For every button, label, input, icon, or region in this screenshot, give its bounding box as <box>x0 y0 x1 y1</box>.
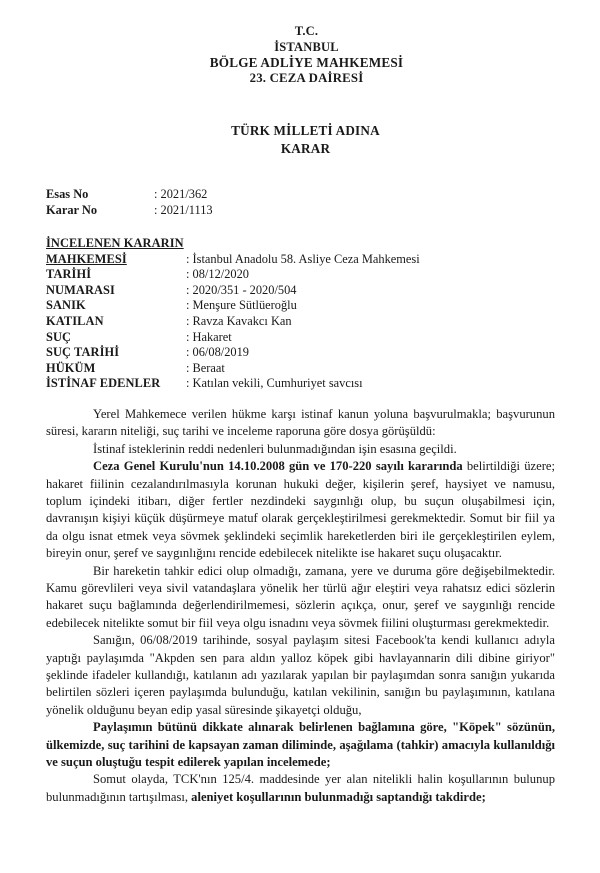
field-value-numarasi: : 2020/351 - 2020/504 <box>186 282 297 297</box>
examined-decision-heading-row <box>46 236 555 252</box>
paragraph-general-assembly-ruling <box>46 458 555 562</box>
paragraph-facebook-post-facts-text: Sanığın, 06/08/2019 tarihinde, sosyal paylaşım sitesi Facebook'ta kendi kullanıcı adıyla yaptığı paylaşımda "Akpden sen para aldın yalloz köpek gibi havlayannarin dili dibine giriyor" şeklinde ifadeler kullandığı, katılanın adı yazılarak yapılan bir paylaşımdan sonra sanığın yukarıda belirtilen sözleri içeren paylaşımda bulunduğu, katılan vekilinin, sanığın bu paylaşımının, katılana yönelik olduğunu beyan edip yasal süresinde şikayetçi olduğu, <box>46 633 555 717</box>
field-value-mahkemesi: : İstanbul Anadolu 58. Asliye Ceza Mahkemesi <box>186 251 420 266</box>
field-row-suc-tarihi <box>46 345 555 361</box>
paragraph-appeal-admissibility-text: İstinaf isteklerinin reddi nedenleri bulunmadığından işin esasına geçildi. <box>93 441 457 456</box>
field-label-katilan: KATILAN <box>46 313 104 328</box>
field-value-sanik: : Menşure Sütlüeroğlu <box>186 298 297 313</box>
paragraph-facebook-post-facts <box>46 632 555 719</box>
field-value-istinaf-edenler: : Katılan vekili, Cumhuriyet savcısı <box>186 376 363 391</box>
field-row-hukum <box>46 361 555 377</box>
page-title <box>56 122 555 158</box>
title-line-decision: KARAR <box>280 141 331 156</box>
paragraph-insult-context <box>46 563 555 633</box>
examined-decision-block <box>46 236 555 392</box>
field-value-hukum: : Beraat <box>186 360 225 375</box>
field-row-katilan <box>46 314 555 330</box>
court-header-court-name: BÖLGE ADLİYE MAHKEMESİ <box>209 55 404 70</box>
field-row-numarasi <box>46 283 555 299</box>
field-value-tarihi: : 08/12/2020 <box>186 267 249 282</box>
paragraph-insult-context-text: Bir hareketin tahkir edici olup olmadığı, zamana, yere ve duruma göre değişebilmektedir. Kamu görevlileri veya sivil vatandaşlara yönelik her türlü ağır eleştiri veya rahatsız edici sözlerin hakaret suçu bağlamında değerlendirilmemesi, sözlerin açıkça, onur, şeref ve saygınlığı rencide edebilecek nitelikte somut bir fiil veya olgu isnadını veya sövmek fiilini oluşturması gerekmektedir. <box>46 563 555 630</box>
field-row-esas-no <box>46 187 555 203</box>
field-label-suc-tarihi: SUÇ TARİHİ <box>46 345 120 360</box>
decision-body <box>46 406 555 806</box>
field-row-karar-no <box>46 203 555 219</box>
field-value-suc: : Hakaret <box>186 329 232 344</box>
paragraph-context-finding <box>46 719 555 771</box>
field-label-suc: SUÇ <box>46 329 72 344</box>
field-label-tarihi: TARİHİ <box>46 267 92 282</box>
field-label-hukum: HÜKÜM <box>46 360 96 375</box>
field-row-istinaf-edenler <box>46 376 555 392</box>
field-label-sanik: SANIK <box>46 298 86 313</box>
field-value-katilan: : Ravza Kavakcı Kan <box>186 313 292 328</box>
field-row-mahkemesi <box>46 252 555 268</box>
court-header <box>58 24 555 86</box>
paragraph-appeal-intro <box>46 406 555 441</box>
title-line-nation: TÜRK MİLLETİ ADINA <box>231 123 380 138</box>
field-label-istinaf-edenler: İSTİNAF EDENLER <box>46 376 161 391</box>
field-value-karar-no: : 2021/1113 <box>154 202 213 217</box>
field-label-esas-no: Esas No <box>46 187 89 201</box>
case-number-block <box>46 187 555 218</box>
field-row-suc <box>46 330 555 346</box>
paragraph-appeal-admissibility <box>46 441 555 458</box>
paragraph-general-assembly-ruling-citation: Ceza Genel Kurulu'nun 14.10.2008 gün ve 170-220 sayılı kararında <box>93 459 463 474</box>
paragraph-appeal-intro-text: Yerel Mahkemece verilen hükme karşı istinaf kanun yoluna başvurulmakla; başvurunun süresi, kararın niteliği, suç tarihi ve inceleme raporuna göre dosya görüşüldü: <box>46 406 555 439</box>
examined-decision-heading: İNCELENEN KARARIN <box>46 236 184 250</box>
court-header-city: İSTANBUL <box>274 39 339 54</box>
court-header-republic: T.C. <box>294 24 319 38</box>
field-value-esas-no: : 2021/362 <box>154 187 208 201</box>
field-label-karar-no: Karar No <box>46 202 98 217</box>
field-row-tarihi <box>46 267 555 283</box>
paragraph-publicity-condition-text: Somut olayda, TCK'nın 125/4. maddesinde yer alan nitelikli halin koşullarının bulunup bulunmadığının tartışılması, <box>46 772 555 804</box>
court-header-chamber: 23. CEZA DAİRESİ <box>249 70 364 85</box>
paragraph-publicity-condition <box>46 771 555 806</box>
field-label-mahkemesi: MAHKEMESİ <box>46 251 127 266</box>
field-label-numarasi: NUMARASI <box>46 282 115 297</box>
paragraph-context-finding-text: Paylaşımın bütünü dikkate alınarak belirlenen bağlamına göre, "Köpek" sözünün, ülkemizde, suç tarihini de kapsayan zaman diliminde, aşağılama (tahkir) amacıyla kullanıldığı ve suçun oluştuğu tespit edilerek yapılan incelemede; <box>46 720 555 770</box>
field-value-suc-tarihi: : 06/08/2019 <box>186 345 249 360</box>
paragraph-publicity-condition-emphasis: aleniyet koşullarının bulunmadığı saptandığı takdirde; <box>191 789 486 804</box>
field-row-sanik <box>46 298 555 314</box>
paragraph-general-assembly-ruling-text: belirtildiği üzere; hakaret fiilinin cezalandırılmasıyla korunan hukuki değer, kişilerin şeref, haysiyet ve namusu, toplum içindeki itibarı, diğer fertler nezdindeki saygınlığı olup, bu suçun oluşabilmesi için, davranışın kişiyi küçük düşürmeye matuf olarak gerçekleştirilmesi gerekmektedir. Somut bir fiil ya da olgu isnat etmek veya sövmek şeklindeki seçimlik hareketlerden biri ile gerçekleştirilen eylem, bireyin onur, şeref ve saygınlığını rencide edebilecek nitelikte ise hakaret suçu oluşacaktır. <box>46 459 555 561</box>
